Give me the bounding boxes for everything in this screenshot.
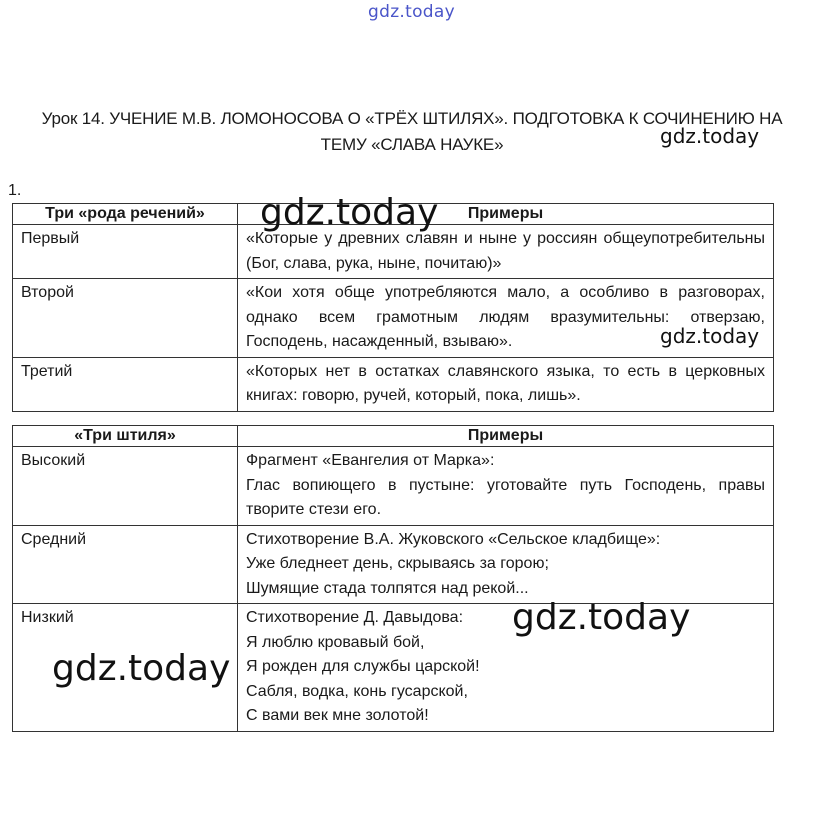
row-text: «Которых нет в остатках славянского языка, то есть в церковных книгах: говорю, ручей, который, пока, лишь». (238, 357, 774, 411)
header-cell: Три «рода речений» (13, 204, 238, 225)
title-line-2: ТЕМУ «СЛАВА НАУКЕ» (320, 135, 504, 154)
header-cell: «Три штиля» (13, 426, 238, 447)
title-line-1: Урок 14. УЧЕНИЕ М.В. ЛОМОНОСОВА О «ТРЁХ ШТИЛЯХ». ПОДГОТОВКА К СОЧИНЕНИЮ НА (41, 109, 783, 128)
table-header-row (13, 426, 774, 447)
text-line: С вами век мне золотой! (246, 707, 429, 724)
row-name: Средний (13, 525, 238, 604)
header-cell: Примеры (238, 426, 774, 447)
watermark: gdz.today (660, 324, 760, 348)
text-line: Шумящие стада толпятся над рекой... (246, 579, 529, 597)
text-line: Уже бледнеет день, скрываясь за горою; (246, 555, 549, 572)
task-number: 1. (8, 182, 22, 199)
header-cell: Примеры (238, 204, 774, 225)
row-name: Низкий (13, 604, 238, 732)
text-line: Сабля, водка, конь гусарской, (246, 682, 468, 700)
row-text: «Кои хотя обще употребляются мало, а особливо в разговорах, однако всем грамотным людям вразумительны: отверзаю, Господень, насажденный, взываю». (238, 279, 774, 358)
table-row (13, 525, 774, 604)
watermark: gdz.today (260, 192, 439, 233)
text-line: Стихотворение Д. Давыдова: (246, 609, 464, 626)
watermark: gdz.today (660, 124, 760, 148)
watermark: gdz.today (52, 648, 231, 689)
text-line: Фрагмент «Евангелия от Марка»: (246, 452, 495, 469)
table-row (13, 447, 774, 526)
row-name: Второй (13, 279, 238, 358)
row-text: «Которые у древних славян и ныне у россиян общеупотребительны (Бог, слава, рука, ныне, почитаю)» (238, 225, 774, 279)
text-line: Стихотворение В.А. Жуковского «Сельское кладбище»: (246, 530, 661, 548)
row-text (238, 604, 774, 732)
text-line: Глас вопиющего в пустыне: уготовайте путь Господень, правы творите стези его. (246, 476, 765, 518)
watermark-top: gdz.today (368, 2, 455, 22)
row-name: Высокий (13, 447, 238, 526)
row-text (238, 525, 774, 604)
table-speech-kinds (12, 203, 774, 412)
row-name: Третий (13, 357, 238, 411)
row-text (238, 447, 774, 526)
table-row (13, 357, 774, 411)
text-line: Я рожден для службы царской! (246, 658, 480, 675)
row-name: Первый (13, 225, 238, 279)
text-line: Я люблю кровавый бой, (246, 633, 425, 651)
watermark: gdz.today (512, 597, 691, 638)
